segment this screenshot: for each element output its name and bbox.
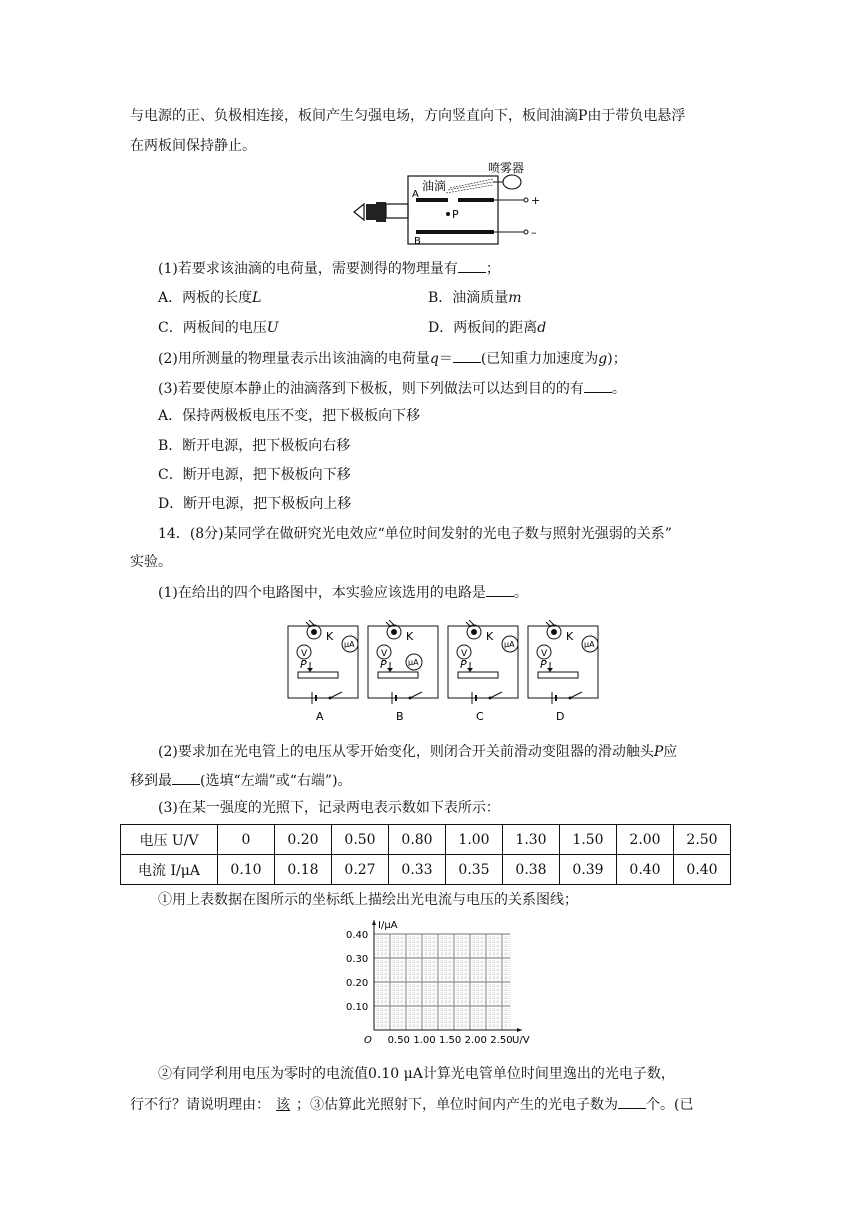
table-cell: 0.80 xyxy=(389,825,446,855)
y-axis-label: I/μA xyxy=(378,920,398,931)
q14-line-1: 14．(8分)某同学在做研究光电效应“单位时间发射的光电子数与照射光强弱的关系” xyxy=(158,526,672,542)
option3-c: C．断开电源，把下极板向下移 xyxy=(158,467,351,483)
y-tick-label: 0.30 xyxy=(346,954,369,965)
p-label: P xyxy=(460,658,467,671)
answer-blank xyxy=(618,1094,646,1109)
option3-d: D．断开电源，把下极板向上移 xyxy=(158,496,352,512)
microammeter-label: μA xyxy=(408,658,419,667)
y-tick-label: 0.20 xyxy=(346,978,369,989)
circuit-label: D xyxy=(556,710,565,723)
k-label: K xyxy=(566,630,574,643)
table-cell: 0.35 xyxy=(446,855,503,885)
table-cell: 0.20 xyxy=(275,825,332,855)
plus-label: + xyxy=(531,194,541,207)
x-tick-label: 1.50 xyxy=(438,1035,462,1046)
q14-step2-line2: 行不行？请说明理由： 该 ；③估算此光照射下，单位时间内产生的光电子数为 个。(已 xyxy=(130,1094,693,1115)
plate-b-label: B xyxy=(414,236,421,247)
table-cell: 0.39 xyxy=(560,855,617,885)
option-b: B．油滴质量m xyxy=(428,290,522,306)
table-cell: 1.50 xyxy=(560,825,617,855)
table-cell: 0.10 xyxy=(218,855,275,885)
plate-a xyxy=(416,198,448,202)
x-tick-label: 0.50 xyxy=(387,1035,410,1046)
origin-label: O xyxy=(364,1035,372,1046)
voltmeter-label: V xyxy=(301,649,308,659)
y-tick-label: 0.10 xyxy=(346,1002,369,1013)
circuit-label: C xyxy=(476,710,484,723)
microammeter-label: μA xyxy=(344,640,355,649)
p-label: P xyxy=(452,208,459,221)
table-cell: 1.00 xyxy=(446,825,503,855)
minus-label: – xyxy=(531,226,537,239)
answer-blank xyxy=(584,378,612,393)
table-cell: 0.50 xyxy=(332,825,389,855)
table-cell: 0.40 xyxy=(617,855,674,885)
oil-drop xyxy=(446,212,450,216)
intro-line-2: 在两板间保持静止。 xyxy=(130,138,256,154)
row-header-current: 电流 I/μA xyxy=(121,855,218,885)
circuit-label: B xyxy=(396,710,404,723)
graph-paper xyxy=(330,912,550,1052)
microammeter-label: μA xyxy=(504,640,515,649)
y-tick-label: 0.40 xyxy=(346,930,369,941)
table-cell: 2.50 xyxy=(674,825,731,855)
q13-part2: (2)用所测量的物理量表示出该油滴的电荷量q＝ (已知重力加速度为g)； xyxy=(158,348,627,369)
table-cell: 0.27 xyxy=(332,855,389,885)
circuit-C xyxy=(448,620,518,723)
sprayer-bulb xyxy=(503,175,521,189)
circuit-label: A xyxy=(316,710,324,723)
table-row-voltage xyxy=(121,825,731,855)
q14-line-2: 实验。 xyxy=(130,554,172,570)
option-a: A．两板的长度L xyxy=(158,290,262,306)
q14-step2-line1: ②有同学利用电压为零时的电流值0.10 μA计算光电管单位时间里逸出的光电子数， xyxy=(158,1066,675,1082)
p-label: P xyxy=(540,658,547,671)
data-table xyxy=(120,824,731,885)
table-cell: 0 xyxy=(218,825,275,855)
x-tick-label: 2.00 xyxy=(464,1035,487,1046)
q14-part2: (2)要求加在光电管上的电压从零开始变化，则闭合开关前滑动变阻器的滑动触头P应 xyxy=(158,744,678,760)
option-c: C．两板间的电压U xyxy=(158,320,279,336)
answer-blank xyxy=(172,770,200,785)
q14-part2b: 移到最 (选填“左端”或“右端”)。 xyxy=(130,770,352,791)
k-label: K xyxy=(406,630,414,643)
microscope xyxy=(366,204,376,220)
q14-step1: ①用上表数据在图所示的坐标纸上描绘出光电流与电压的关系图线； xyxy=(158,892,578,908)
oil-drop-apparatus-figure xyxy=(348,160,548,250)
table-cell: 0.38 xyxy=(503,855,560,885)
option3-a: A．保持两极板电压不变，把下极板向下移 xyxy=(158,408,421,424)
table-cell: 0.40 xyxy=(674,855,731,885)
answer-blank xyxy=(458,258,486,273)
circuit-diagrams xyxy=(286,618,606,724)
q13-part1: (1)若要求该油滴的电荷量，需要测得的物理量有 ； xyxy=(158,258,500,279)
voltmeter-label: V xyxy=(381,649,388,659)
answer-blank xyxy=(453,348,481,363)
circuit-B xyxy=(368,620,438,723)
q14-part3: (3)在某一强度的光照下，记录两电表示数如下表所示： xyxy=(158,800,500,816)
x-axis-label: U/V xyxy=(512,1035,530,1046)
eye-icon xyxy=(354,204,364,220)
circuit-A xyxy=(288,620,358,723)
k-label: K xyxy=(326,630,334,643)
table-row-current xyxy=(121,855,731,885)
p-label: P xyxy=(300,658,307,671)
sprayer-label: 喷雾器 xyxy=(488,161,525,175)
q13-part3: (3)若要使原本静止的油滴落到下极板，则下列做法可以达到目的的有 。 xyxy=(158,378,626,399)
table-cell: 2.00 xyxy=(617,825,674,855)
voltmeter-label: V xyxy=(461,649,468,659)
table-cell: 0.18 xyxy=(275,855,332,885)
plate-a-label: A xyxy=(412,189,419,200)
oil-label: 油滴 xyxy=(422,179,447,193)
circuit-D xyxy=(528,620,598,723)
option-d: D．两板间的距离d xyxy=(428,320,547,336)
p-label: P xyxy=(380,658,387,671)
table-cell: 1.30 xyxy=(503,825,560,855)
plate-b xyxy=(416,230,494,234)
intro-line-1: 与电源的正、负极相连接，板间产生匀强电场，方向竖直向下，板间油滴P由于带负电悬浮 xyxy=(130,108,686,124)
table-cell: 0.33 xyxy=(389,855,446,885)
row-header-voltage: 电压 U/V xyxy=(121,825,218,855)
voltmeter-label: V xyxy=(541,649,548,659)
x-tick-label: 1.00 xyxy=(413,1035,436,1046)
microammeter-label: μA xyxy=(584,640,595,649)
k-label: K xyxy=(486,630,494,643)
answer-underline: 该 xyxy=(276,1097,290,1113)
answer-blank xyxy=(486,582,514,597)
option3-b: B．断开电源，把下极板向右移 xyxy=(158,438,351,454)
x-tick-label: 2.50 xyxy=(490,1035,513,1046)
q14-part1: (1)在给出的四个电路图中，本实验应该选用的电路是 。 xyxy=(158,582,528,603)
